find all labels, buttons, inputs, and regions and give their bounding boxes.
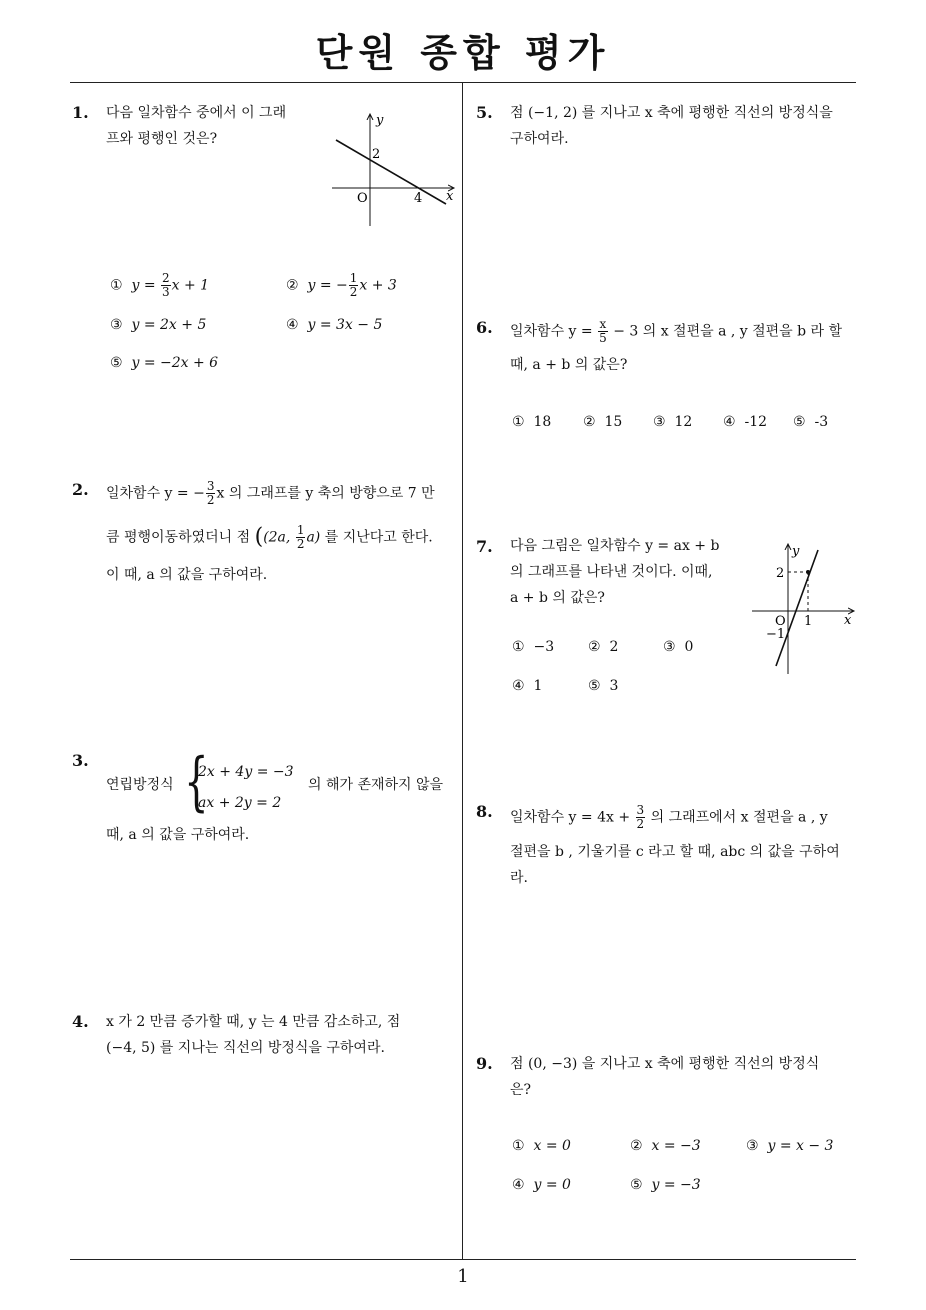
question-8-rest <box>510 839 860 891</box>
q6-fraction <box>598 318 608 345</box>
q6-choice-4[interactable] <box>723 414 767 430</box>
q6-choice-1-mark: ① <box>512 414 525 430</box>
q7-choice-1[interactable] <box>512 639 554 655</box>
question-3-number: 3. <box>72 751 89 770</box>
q6-choice-2-mark: ② <box>583 414 596 430</box>
q7-choice-2-text: 2 <box>609 639 619 655</box>
q7-choice-3-mark: ③ <box>663 639 676 655</box>
q3-tail: 의 해가 존재하지 않을 <box>308 777 444 793</box>
q1-choice-4-text: y = 3x − 5 <box>307 317 383 333</box>
q6-text-a1: 일차함수 y = <box>510 323 593 340</box>
q9-choice-3-mark: ③ <box>746 1138 759 1154</box>
question-6-number: 6. <box>476 318 493 337</box>
q9-choice-1-text: x = 0 <box>533 1138 571 1154</box>
q6-choice-4-mark: ④ <box>723 414 736 430</box>
q1-choice-1-den: 3 <box>162 285 170 299</box>
q7-choice-5[interactable] <box>588 678 618 694</box>
question-2-number: 2. <box>72 480 89 499</box>
q7-choice-2-mark: ② <box>588 639 601 655</box>
q1-choice-2-den: 2 <box>349 285 358 299</box>
q1-choice-5-text: y = −2x + 6 <box>131 355 219 371</box>
question-7-line-3: a + b 의 값은? <box>510 590 605 606</box>
q7-origin-label: O <box>775 614 786 629</box>
question-9-line-1: 점 (0, −3) 을 지나고 x 축에 평행한 직선의 방정식 <box>510 1056 820 1072</box>
question-1-text <box>106 100 326 152</box>
q9-choice-1[interactable] <box>512 1138 571 1154</box>
q1-y-label: y <box>376 113 384 128</box>
question-4-line-2: (−4, 5) 를 지나는 직선의 방정식을 구하여라. <box>106 1040 385 1056</box>
q9-choice-5-text: y = −3 <box>651 1177 701 1193</box>
q6-fraction-num: x <box>599 317 607 331</box>
q1-choice-1-lhs: y = <box>131 277 161 294</box>
question-8-line-1 <box>510 804 860 831</box>
question-2-line-2 <box>106 524 458 551</box>
q1-x-label: x <box>446 189 454 204</box>
q8-fraction <box>636 804 646 831</box>
q3-label: 연립방정식 <box>106 777 174 793</box>
q1-choice-1-mark: ① <box>110 277 123 294</box>
q9-choice-4[interactable] <box>512 1177 571 1193</box>
q7-choice-4-mark: ④ <box>512 678 525 694</box>
question-3-line-2: 때, a 의 값을 구하여라. <box>106 827 250 843</box>
q9-choice-3[interactable] <box>746 1138 833 1154</box>
q6-choice-5[interactable] <box>793 414 828 430</box>
q9-choice-4-text: y = 0 <box>533 1177 571 1193</box>
q9-choice-3-text: y = x − 3 <box>767 1138 834 1154</box>
q6-text-a2: − 3 의 x 절편을 a , y 절편을 b 라 할 <box>613 323 843 340</box>
q3-eq1-text: 2x + 4y = −3 <box>198 764 294 780</box>
q9-choice-2-text: x = −3 <box>651 1138 701 1154</box>
question-8-number: 8. <box>476 802 493 821</box>
page-number: 1 <box>457 1266 469 1287</box>
q7-choice-1-mark: ① <box>512 639 525 655</box>
question-4-number: 4. <box>72 1012 89 1031</box>
q1-choice-1-frac <box>161 272 171 299</box>
question-4-line-1: x 가 2 만큼 증가할 때, y 는 4 만큼 감소하고, 점 <box>106 1014 401 1030</box>
q7-choice-3-text: 0 <box>684 639 694 655</box>
q1-x-intercept-label: 4 <box>414 191 423 206</box>
q2-fraction-2-num: 1 <box>296 523 305 537</box>
question-7-line-2: 의 그래프를 나타낸 것이다. 이때, <box>510 564 713 580</box>
q8-text-a1: 일차함수 y = 4x + <box>510 809 631 826</box>
q2-fraction-1 <box>206 480 216 507</box>
q7-choice-5-text: 3 <box>609 678 619 694</box>
q7-x-label: x <box>844 613 852 628</box>
q1-choice-3[interactable] <box>110 317 206 333</box>
footer-rule <box>70 1259 856 1260</box>
q9-choice-4-mark: ④ <box>512 1177 525 1193</box>
q2-point-b: a) <box>306 529 321 546</box>
q1-choice-1[interactable] <box>110 272 209 299</box>
q9-choice-5-mark: ⑤ <box>630 1177 643 1193</box>
q1-choice-1-rest: x + 1 <box>171 277 210 294</box>
question-7-graph <box>748 540 858 676</box>
q8-fraction-den: 2 <box>636 817 645 831</box>
q2-fraction-2 <box>296 524 306 551</box>
question-9-text <box>510 1051 860 1103</box>
q1-function-line <box>336 140 446 204</box>
q1-choice-5-mark: ⑤ <box>110 355 123 371</box>
q2-text-b2: 를 지난다고 한다. <box>324 529 433 546</box>
q7-point <box>806 570 810 574</box>
q1-origin-label: O <box>357 191 368 206</box>
page-title: 단원 종합 평가 <box>315 31 611 75</box>
question-5-line-1: 점 (−1, 2) 를 지나고 x 축에 평행한 직선의 방정식을 <box>510 105 833 121</box>
q2-fraction-2-den: 2 <box>296 537 305 551</box>
q2-fraction-1-den: 2 <box>206 493 215 507</box>
q1-choice-2-lhs: y = − <box>307 277 348 294</box>
q2-point-open-paren: ( <box>254 524 264 550</box>
q7-choice-4[interactable] <box>512 678 542 694</box>
question-4-text <box>106 1009 458 1061</box>
q6-fraction-den: 5 <box>599 331 607 345</box>
column-divider <box>462 83 463 1260</box>
question-5-line-2: 구하여라. <box>510 131 569 147</box>
q1-y-intercept-label: 2 <box>372 147 381 162</box>
question-7-number: 7. <box>476 537 493 556</box>
q6-choice-3-mark: ③ <box>653 414 666 430</box>
q3-equation-2 <box>198 795 281 811</box>
q1-choice-1-num: 2 <box>162 271 170 285</box>
question-8-line-3: 라. <box>510 870 528 886</box>
q7-y-neg-label: −1 <box>766 627 786 642</box>
q1-choice-5[interactable] <box>110 355 218 371</box>
q6-choice-1-text: 18 <box>533 414 552 430</box>
q9-choice-2[interactable] <box>630 1138 701 1154</box>
q7-choice-4-text: 1 <box>533 678 543 694</box>
q1-choice-2-num: 1 <box>349 271 358 285</box>
header-rule <box>70 82 856 83</box>
q7-choice-3[interactable] <box>663 639 693 655</box>
q6-choice-4-text: -12 <box>744 414 768 430</box>
q1-choice-4-mark: ④ <box>286 317 299 333</box>
q6-choice-5-text: -3 <box>814 414 829 430</box>
q6-choice-1[interactable] <box>512 414 551 430</box>
q6-choice-2-text: 15 <box>604 414 623 430</box>
q1-choice-4[interactable] <box>286 317 382 333</box>
q7-y-two-label: 2 <box>776 566 785 581</box>
q8-text-a2: 의 그래프에서 x 절편을 a , y <box>650 809 828 826</box>
q3-eq2-text: ax + 2y = 2 <box>198 795 282 811</box>
q9-choice-5[interactable] <box>630 1177 701 1193</box>
question-5-number: 5. <box>476 103 493 122</box>
q7-choice-5-mark: ⑤ <box>588 678 601 694</box>
question-7-line-1: 다음 그림은 일차함수 y = ax + b <box>510 538 720 554</box>
q2-point-a: (2a, <box>263 529 291 546</box>
q6-choice-5-mark: ⑤ <box>793 414 806 430</box>
q9-choice-2-mark: ② <box>630 1138 643 1154</box>
q9-choice-1-mark: ① <box>512 1138 525 1154</box>
q7-choice-2[interactable] <box>588 639 618 655</box>
q1-choice-3-mark: ③ <box>110 317 123 333</box>
q2-text-b1: 큼 평행이동하였더니 점 <box>106 529 251 546</box>
q6-choice-2[interactable] <box>583 414 622 430</box>
question-8-line-2: 절편을 b , 기울기를 c 라고 할 때, abc 의 값을 구하여 <box>510 844 840 860</box>
q3-brace: { <box>184 745 209 819</box>
q1-choice-2-mark: ② <box>286 277 299 294</box>
q2-text-a1: 일차함수 y = − <box>106 485 205 502</box>
q2-text-a2: x 의 그래프를 y 축의 방향으로 7 만 <box>216 485 435 502</box>
question-2-line-3: 이 때, a 의 값을 구하여라. <box>106 567 268 583</box>
question-2-line-1 <box>106 480 458 507</box>
q7-y-label: y <box>792 544 800 559</box>
q7-choice-1-text: −3 <box>533 639 555 655</box>
question-1-number: 1. <box>72 103 89 122</box>
question-6-line-1 <box>510 318 860 345</box>
q1-choice-2-rest: x + 3 <box>359 277 397 294</box>
question-5-text <box>510 100 860 152</box>
q3-equation-1 <box>198 764 294 780</box>
question-6-line-2: 때, a + b 의 값은? <box>510 357 628 373</box>
q1-choice-2[interactable] <box>286 272 397 299</box>
q2-fraction-1-num: 3 <box>206 479 215 493</box>
question-1-graph <box>330 108 460 230</box>
q6-choice-3-text: 12 <box>674 414 693 430</box>
question-1-line-1: 다음 일차함수 중에서 이 그래 <box>106 105 287 121</box>
q7-x-one-label: 1 <box>804 614 813 629</box>
question-9-number: 9. <box>476 1054 493 1073</box>
question-7-text <box>510 533 740 611</box>
q1-choice-2-frac <box>349 272 359 299</box>
question-9-line-2: 은? <box>510 1082 532 1098</box>
question-1-line-2: 프와 평행인 것은? <box>106 131 218 147</box>
q6-choice-3[interactable] <box>653 414 692 430</box>
q8-fraction-num: 3 <box>636 803 645 817</box>
q1-choice-3-text: y = 2x + 5 <box>131 317 207 333</box>
